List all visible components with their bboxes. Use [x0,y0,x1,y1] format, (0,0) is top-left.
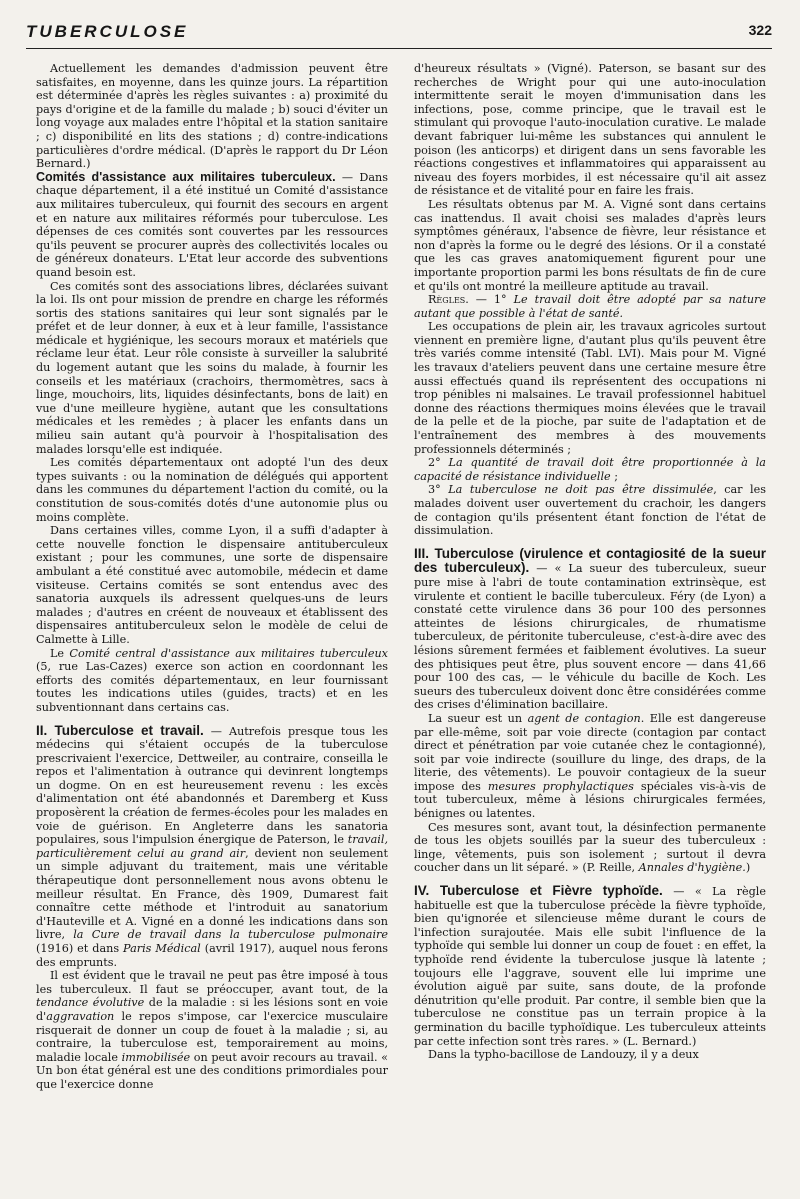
text-run: Le [50,646,70,660]
italic-run: Le travail doit être adopté par sa nature autant que possible à l'état de santé. [414,293,766,320]
italic-run: aggravation [46,1009,115,1023]
page-number: 322 [748,22,772,38]
text-run: Ces mesures sont, avant tout, la désinfection permanente de tous les objets souillés par la sueur des tuberculeux : linge, vêtements, puis son isolement ; surtout il devra coucher dans un lit séparé. » (P. Reille, [414,820,766,875]
italic-run: Comité central d'assistance aux militaires tuberculeux [69,646,388,660]
text-run: La sueur est un [428,711,528,725]
comites-text: — Dans chaque département, il a été institué un Comité d'assistance aux militaires tuberculeux, qui fournit des secours en argent et en nature aux militaires réformés pour tuberculose. Les dépenses de ces comités sont couvertes par les ressources qu'ils peuvent se procurer auprès des collectivités locales ou de généreux donateurs. L'Etat leur accorde des subventions quand besoin est. [36,170,388,279]
italic-run: travail, particulièrement celui au grand air [36,833,388,860]
paragraph: Les résultats obtenus par M. A. Vigné sont dans certains cas inattendus. Il avait choisi ses malades d'après leurs symptômes généraux, l'absence de fièvre, leur résistance et non d'après la forme ou le degré des lésions. Or il a constaté que les cas graves anatomiquement figurent pour une importante proportion parmi les bons résultats de fin de cure et qu'ils ont montré la meilleure aptitude au travail. [414,197,766,293]
section-3-paragraph-1 [414,547,766,712]
paragraph: Les comités départementaux ont adopté l'un des deux types suivants : ou la nomination de délégués qui apportent dans les communes du département l'action du comité, ou la constitution de sous-comités dotés d'une autonomie plus ou moins complète. [36,456,388,524]
paragraph: Dans certaines villes, comme Lyon, il a suffi d'adapter à cette nouvelle fonction le dispensaire antituberculeux existant ; pour les communes, une sorte de dispensaire ambulant a été constitué avec automobile, médecin et dame visiteuse. Certains comités se sont entendus avec des sanatoria auxquels ils adressent quelques-uns de leurs malades ; d'autres en créent de nouveaux et établissent des dispensaires antituberculeux selon le modèle de celui de Calmette à Lille. [36,524,388,646]
italic-run: agent de contagion [527,711,641,725]
section-4-paragraph-1 [414,884,766,1048]
text-run: 3° [428,483,449,497]
text-run: de la maladie : si les lésions sont en voie d' [36,996,388,1023]
italic-run: la Cure de travail dans la tuberculose pulmonaire [73,928,388,942]
section-2-heading: II. Tuberculose et travail. [36,722,204,738]
text-run: , car les malades doivent user ouvertement du crachoir, les dangers de contagion qu'ils présentent étant fonction de l'état de dissimulation. [414,483,766,538]
text-run: Il est évident que le travail ne peut pas être imposé à tous les tuberculeux. Il faut se préoccuper, avant tout, de la [36,969,388,996]
text-run: , devient non seulement un simple adjuvant du traitement, mais une véritable thérapeutique dont personnellement nous avons obtenu le meilleur résultat. En France, dès 1909, Dumarest fait connaître cette méthode et l'introduit au sanatorium d'Hauteville et A. Vigné en a donné les indications dans son livre, [36,846,388,942]
section-2 [36,724,388,1092]
text-run: (avril 1917), auquel nous ferons des emprunts. [36,942,388,969]
rule-3 [414,483,766,537]
text-run: (1916) et dans [36,942,124,955]
text-run: — Autrefois presque tous les médecins qui s'étaient occupés de la tuberculose prescrivaient l'exercice, Dettweiler, au contraire, conseilla le repos et l'alimentation à outrance qui devinrent longtemps un dogme. On en est heureusement revenu : les excès d'alimentation ont été abandonnés et Daremberg et Kuss proposèrent la création de fermes-écoles pour les malades en voie de guérison. En Angleterre dans les sanatoria populaires, sous l'impulsion énergique de Paterson, le [36,724,388,847]
right-column [414,62,766,1192]
paragraph: Actuellement les demandes d'admission peuvent être satisfaites, en moyenne, dans les quinze jours. La répartition est déterminée d'après les règles suivantes : a) proximité du pays d'origine et de la famille du malade ; b) souci d'éviter un long voyage aux malades entre l'hôpital et la station sanitaire ; c) disponibilité en lits des stations ; d) contre-indications particulières d'ordre médical. (D'après le rapport du Dr Léon Bernard.) [36,62,388,171]
italic-run: La quantité de travail doit être proportionnée à la capacité de résistance individuelle [414,456,766,483]
text-run: 2° [428,456,449,470]
italic-run: La tuberculose ne doit pas être dissimulée [448,483,714,497]
italic-run: Paris Médical [123,942,201,955]
paragraph-comite-central [36,647,388,715]
italic-run: mesures prophylactiques [487,779,634,793]
text-run: ) [745,861,751,875]
italic-run: immobilisée [121,1050,191,1064]
paragraph: Ces comités sont des associations libres, déclarées suivant la loi. Ils ont pour mission de prendre en charge les réformés sortis des stations sanitaires qui leur sont signalés par le préfet et de leur donner, à eux et à leur famille, l'assistance médicale et hygiénique, les secours moraux et matériels que réclame leur état. Leur rôle consiste à surveiller la salubrité du logement autant que les soins du malade, à fournir les conseils et les matériaux (crachoirs, thermomètres, sacs à linge, mouchoirs, lits, liquides désinfectants, bons de lait) en vue d'une meilleure hygiène, autant que les consultations médicales et les remèdes ; à placer les enfants dans un milieu sain autant qu'à pourvoir à l'hospitalisation des malades lorsqu'elle est indiquée. [36,279,388,456]
text-run: on peut avoir recours au travail. « Un bon état général est une des conditions primordiales pour que l'exercice donne [36,1050,388,1091]
subheading-comites: Comités d'assistance aux militaires tuberculeux. [36,169,336,184]
italic-run: tendance évolutive [36,996,145,1010]
section-2-paragraph-1 [36,724,388,970]
paragraph: d'heureux résultats » (Vigné). Paterson, se basant sur des recherches de Wright pour qui une auto-inoculation intermittente serait le moyen d'immunisation dans les infections, pose, comme principe, que le travail est le stimulant qui provoque l'auto-inoculation curative. Le malade devant fabriquer lui-même les substances qui annulent le poison (les anticorps) et dirigent dans un sens favorable les réactions congestives et inflammatoires qui apparaissent au niveau des foyers morbides, il est nécessaire qu'il ait assez de résistance et de vitalité pour en faire les frais. [414,62,766,198]
section-3-heading: III. Tuberculose (virulence et contagiosité de la sueur des tuberculeux). [414,545,766,576]
text-run: spéciales vis-à-vis de tout tuberculeux, même à lésions chirurgicales fermées, bénignes ou latentes. [414,779,766,821]
section-4 [414,884,766,1062]
rule-2 [414,456,766,483]
paragraph-comites [36,171,388,280]
text-run: (5, rue Las-Cazes) exerce son action en coordonnant les efforts des comités départementaux, en leur fournissant toutes les indications utiles (guides, tracts) et en les subventionnant dans certains cas. [36,660,388,714]
section-4-paragraph-2: Dans la typho-bacillose de Landouzy, il y a deux [428,1048,699,1062]
text-run: — « La règle habituelle est que la tuberculose précède la fièvre typhoïde, bien qu'ignorée et silencieuse même durant le cours de l'infection surajoutée. Mais elle subit l'influence de la typhoïde qui semble lui donner un coup de fouet : en effet, la typhoïde rend évidente la tuberculose jusque là latente ; toujours elle l'aggrave, souvent elle lui imprime une évolution aiguë par suite, sans doute, de la profonde dénutrition qu'elle produit. Par contre, il semble bien que la tuberculose ne constitue pas un terrain propice à la germination du bacille typhoïdique. Les tuberculeux atteints par cette infection sont très rares. » (L. Bernard.) [414,885,766,1048]
left-column [36,62,388,1192]
running-title: TUBERCULOSE [26,22,189,41]
section-3-paragraph-3 [414,821,766,875]
section-2-paragraph-2 [36,969,388,1091]
text-run: le repos s'impose, car l'exercice musculaire risquerait de donner un coup de fouet à la maladie ; si, au contraire, la tuberculose est, temporairement au moins, maladie locale [36,1009,388,1064]
text-run: . Elle est dangereuse par elle-même, soit par voie directe (contagion par contact direct et pénétration par voie cutanée chez le contagionné), soit par voie indirecte (souillure du linge, des draps, de la literie, des vêtements). Le pouvoir contagieux de la sueur impose des [414,711,766,793]
section-3 [414,547,766,875]
text-run: — 1° [468,293,514,307]
regles-label: Règles. [428,293,469,307]
paragraph: Les occupations de plein air, les travaux agricoles surtout viennent en première ligne, d'autant plus qu'ils peuvent être très variés comme intensité (Tabl. LVI). Mais pour M. Vigné les travaux d'ateliers peuvent dans une certaine mesure être aussi effectués quand ils représentent des occupations ni trop pénibles ni malsaines. Le travail professionnel habituel donne des réactions thermiques moins élevées que le travail de la pelle et de la pioche, par suite de l'adaptation et de l'entraînement des membres à des mouvements professionnels déterminés ; [414,320,766,456]
text-run: ; [610,469,618,483]
section-3-paragraph-2 [414,712,766,821]
italic-run: Annales d'hygiène. [638,861,746,875]
page-header [26,18,772,49]
text-run: — « La sueur des tuberculeux, sueur pure mise à l'abri de toute contamination extrinsèque, est virulente et contient le bacille tuberculeux. Féry (de Lyon) a constaté cette virulence dans 36 pour 100 des personnes atteintes de lésions chirurgicales, de rhumatisme tuberculeux, de péritonite tuberculeuse, c'est-à-dire avec des lésions sûrement fermées et faiblement évolutives. La sueur des phtisiques peut être, plus souvent encore — dans 41,66 pour 100 des cas, — le véhicule du bacille de Koch. Les sueurs des tuberculeux doivent donc être considérées comme des crises d'élimination bacillaire. [414,562,766,712]
rule-1 [414,293,766,320]
section-4-heading: IV. Tuberculose et Fièvre typhoïde. [414,883,663,899]
